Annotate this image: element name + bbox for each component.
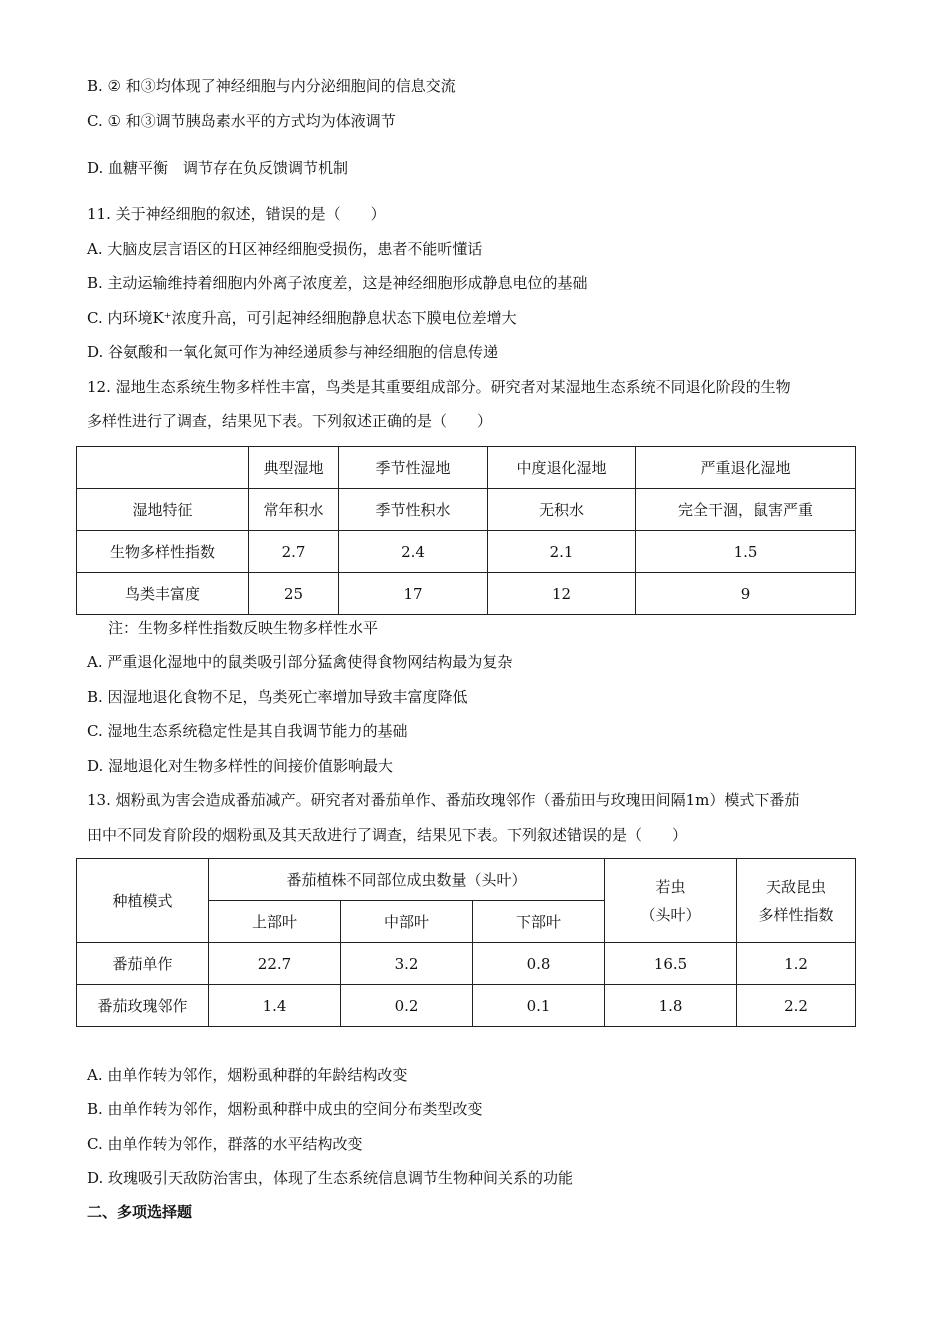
table-header-cell: 典型湿地	[249, 447, 339, 489]
table-cell: 常年积水	[249, 489, 339, 531]
q13-option-d: D. 玫瑰吸引天敌防治害虫，体现了生态系统信息调节生物种间关系的功能	[87, 1169, 574, 1187]
table-header-cell: 中度退化湿地	[488, 447, 636, 489]
table-cell: 0.8	[473, 943, 605, 985]
table-header-cell: 严重退化湿地	[636, 447, 856, 489]
q11-option-c: C. 内环境K⁺浓度升高，可引起神经细胞静息状态下膜电位差增大	[87, 309, 517, 327]
table-cell: 湿地特征	[77, 489, 249, 531]
table-cell: 3.2	[341, 943, 473, 985]
q12-option-d: D. 湿地退化对生物多样性的间接价值影响最大	[87, 757, 394, 775]
q10-option-d: D. 血糖平衡 调节存在负反馈调节机制	[87, 159, 349, 177]
whitefly-table	[76, 858, 856, 1027]
table-cell: 0.2	[341, 985, 473, 1027]
table-cell: 9	[636, 573, 856, 615]
table-cell: 22.7	[209, 943, 341, 985]
table-cell: 番茄单作	[77, 943, 209, 985]
table-header-cell: 下部叶	[473, 901, 605, 943]
table-row	[77, 489, 856, 531]
table-cell: 番茄玫瑰邻作	[77, 985, 209, 1027]
q13-stem-line1: 13. 烟粉虱为害会造成番茄减产。研究者对番茄单作、番茄玫瑰邻作（番茄田与玫瑰田间隔1m）模式下番茄	[87, 791, 800, 809]
table-row	[77, 943, 856, 985]
table-cell: 25	[249, 573, 339, 615]
q12-stem-line2: 多样性进行了调查，结果见下表。下列叙述正确的是（ ）	[87, 412, 493, 430]
table-header-cell: 季节性湿地	[339, 447, 488, 489]
table-row	[77, 531, 856, 573]
table-cell: 鸟类丰富度	[77, 573, 249, 615]
q10-option-b: B. ② 和③均体现了神经细胞与内分泌细胞间的信息交流	[87, 77, 456, 95]
table-cell: 17	[339, 573, 488, 615]
table-header-row	[77, 859, 856, 901]
table-cell: 2.1	[488, 531, 636, 573]
q13-option-a: A. 由单作转为邻作，烟粉虱种群的年龄结构改变	[87, 1066, 408, 1084]
table-cell: 2.4	[339, 531, 488, 573]
table-cell: 1.5	[636, 531, 856, 573]
q13-option-c: C. 由单作转为邻作，群落的水平结构改变	[87, 1135, 363, 1153]
q13-option-b: B. 由单作转为邻作，烟粉虱种群中成虫的空间分布类型改变	[87, 1100, 483, 1118]
table-header-cell	[605, 859, 737, 943]
table-cell: 1.4	[209, 985, 341, 1027]
table-cell: 2.2	[737, 985, 856, 1027]
q12-option-a: A. 严重退化湿地中的鼠类吸引部分猛禽使得食物网结构最为复杂	[87, 653, 513, 671]
table-cell: 16.5	[605, 943, 737, 985]
table-cell: 12	[488, 573, 636, 615]
table-cell: 季节性积水	[339, 489, 488, 531]
section-title: 二、多项选择题	[87, 1203, 193, 1221]
table-cell: 无积水	[488, 489, 636, 531]
q11-option-a: A. 大脑皮层言语区的Ｈ区神经细胞受损伤，患者不能听懂话	[87, 240, 483, 258]
table-header-cell: 上部叶	[209, 901, 341, 943]
table-header-cell	[737, 859, 856, 943]
table-row	[77, 573, 856, 615]
table-header-cell: 中部叶	[341, 901, 473, 943]
table-header-row	[77, 447, 856, 489]
table-header-text: 多样性指数	[758, 905, 834, 924]
q13-stem-line2: 田中不同发育阶段的烟粉虱及其天敌进行了调查，结果见下表。下列叙述错误的是（ ）	[87, 826, 688, 844]
table-cell: 完全干涸，鼠害严重	[636, 489, 856, 531]
q12-option-c: C. 湿地生态系统稳定性是其自我调节能力的基础	[87, 722, 408, 740]
q12-note: 注：生物多样性指数反映生物多样性水平	[108, 619, 379, 637]
table-header-text: （头叶）	[640, 905, 701, 924]
wetland-table	[76, 446, 856, 615]
table-cell: 1.2	[737, 943, 856, 985]
table-cell: 1.8	[605, 985, 737, 1027]
q11-stem: 11. 关于神经细胞的叙述，错误的是（ ）	[87, 205, 386, 223]
q12-option-b: B. 因湿地退化食物不足，鸟类死亡率增加导致丰富度降低	[87, 688, 468, 706]
table-header-cell: 种植模式	[77, 859, 209, 943]
table-header-text: 若虫	[655, 877, 686, 896]
table-header-cell: 番茄植株不同部位成虫数量（头叶）	[209, 859, 605, 901]
q11-option-b: B. 主动运输维持着细胞内外离子浓度差，这是神经细胞形成静息电位的基础	[87, 274, 588, 292]
table-cell: 2.7	[249, 531, 339, 573]
table-row	[77, 985, 856, 1027]
table-cell: 0.1	[473, 985, 605, 1027]
table-cell	[77, 447, 249, 489]
q10-option-c: C. ① 和③调节胰岛素水平的方式均为体液调节	[87, 112, 396, 130]
table-cell: 生物多样性指数	[77, 531, 249, 573]
table-header-text: 天敌昆虫	[766, 877, 827, 896]
q11-option-d: D. 谷氨酸和一氧化氮可作为神经递质参与神经细胞的信息传递	[87, 343, 499, 361]
q12-stem-line1: 12. 湿地生态系统生物多样性丰富，鸟类是其重要组成部分。研究者对某湿地生态系统不同退化阶段的生物	[87, 378, 791, 396]
